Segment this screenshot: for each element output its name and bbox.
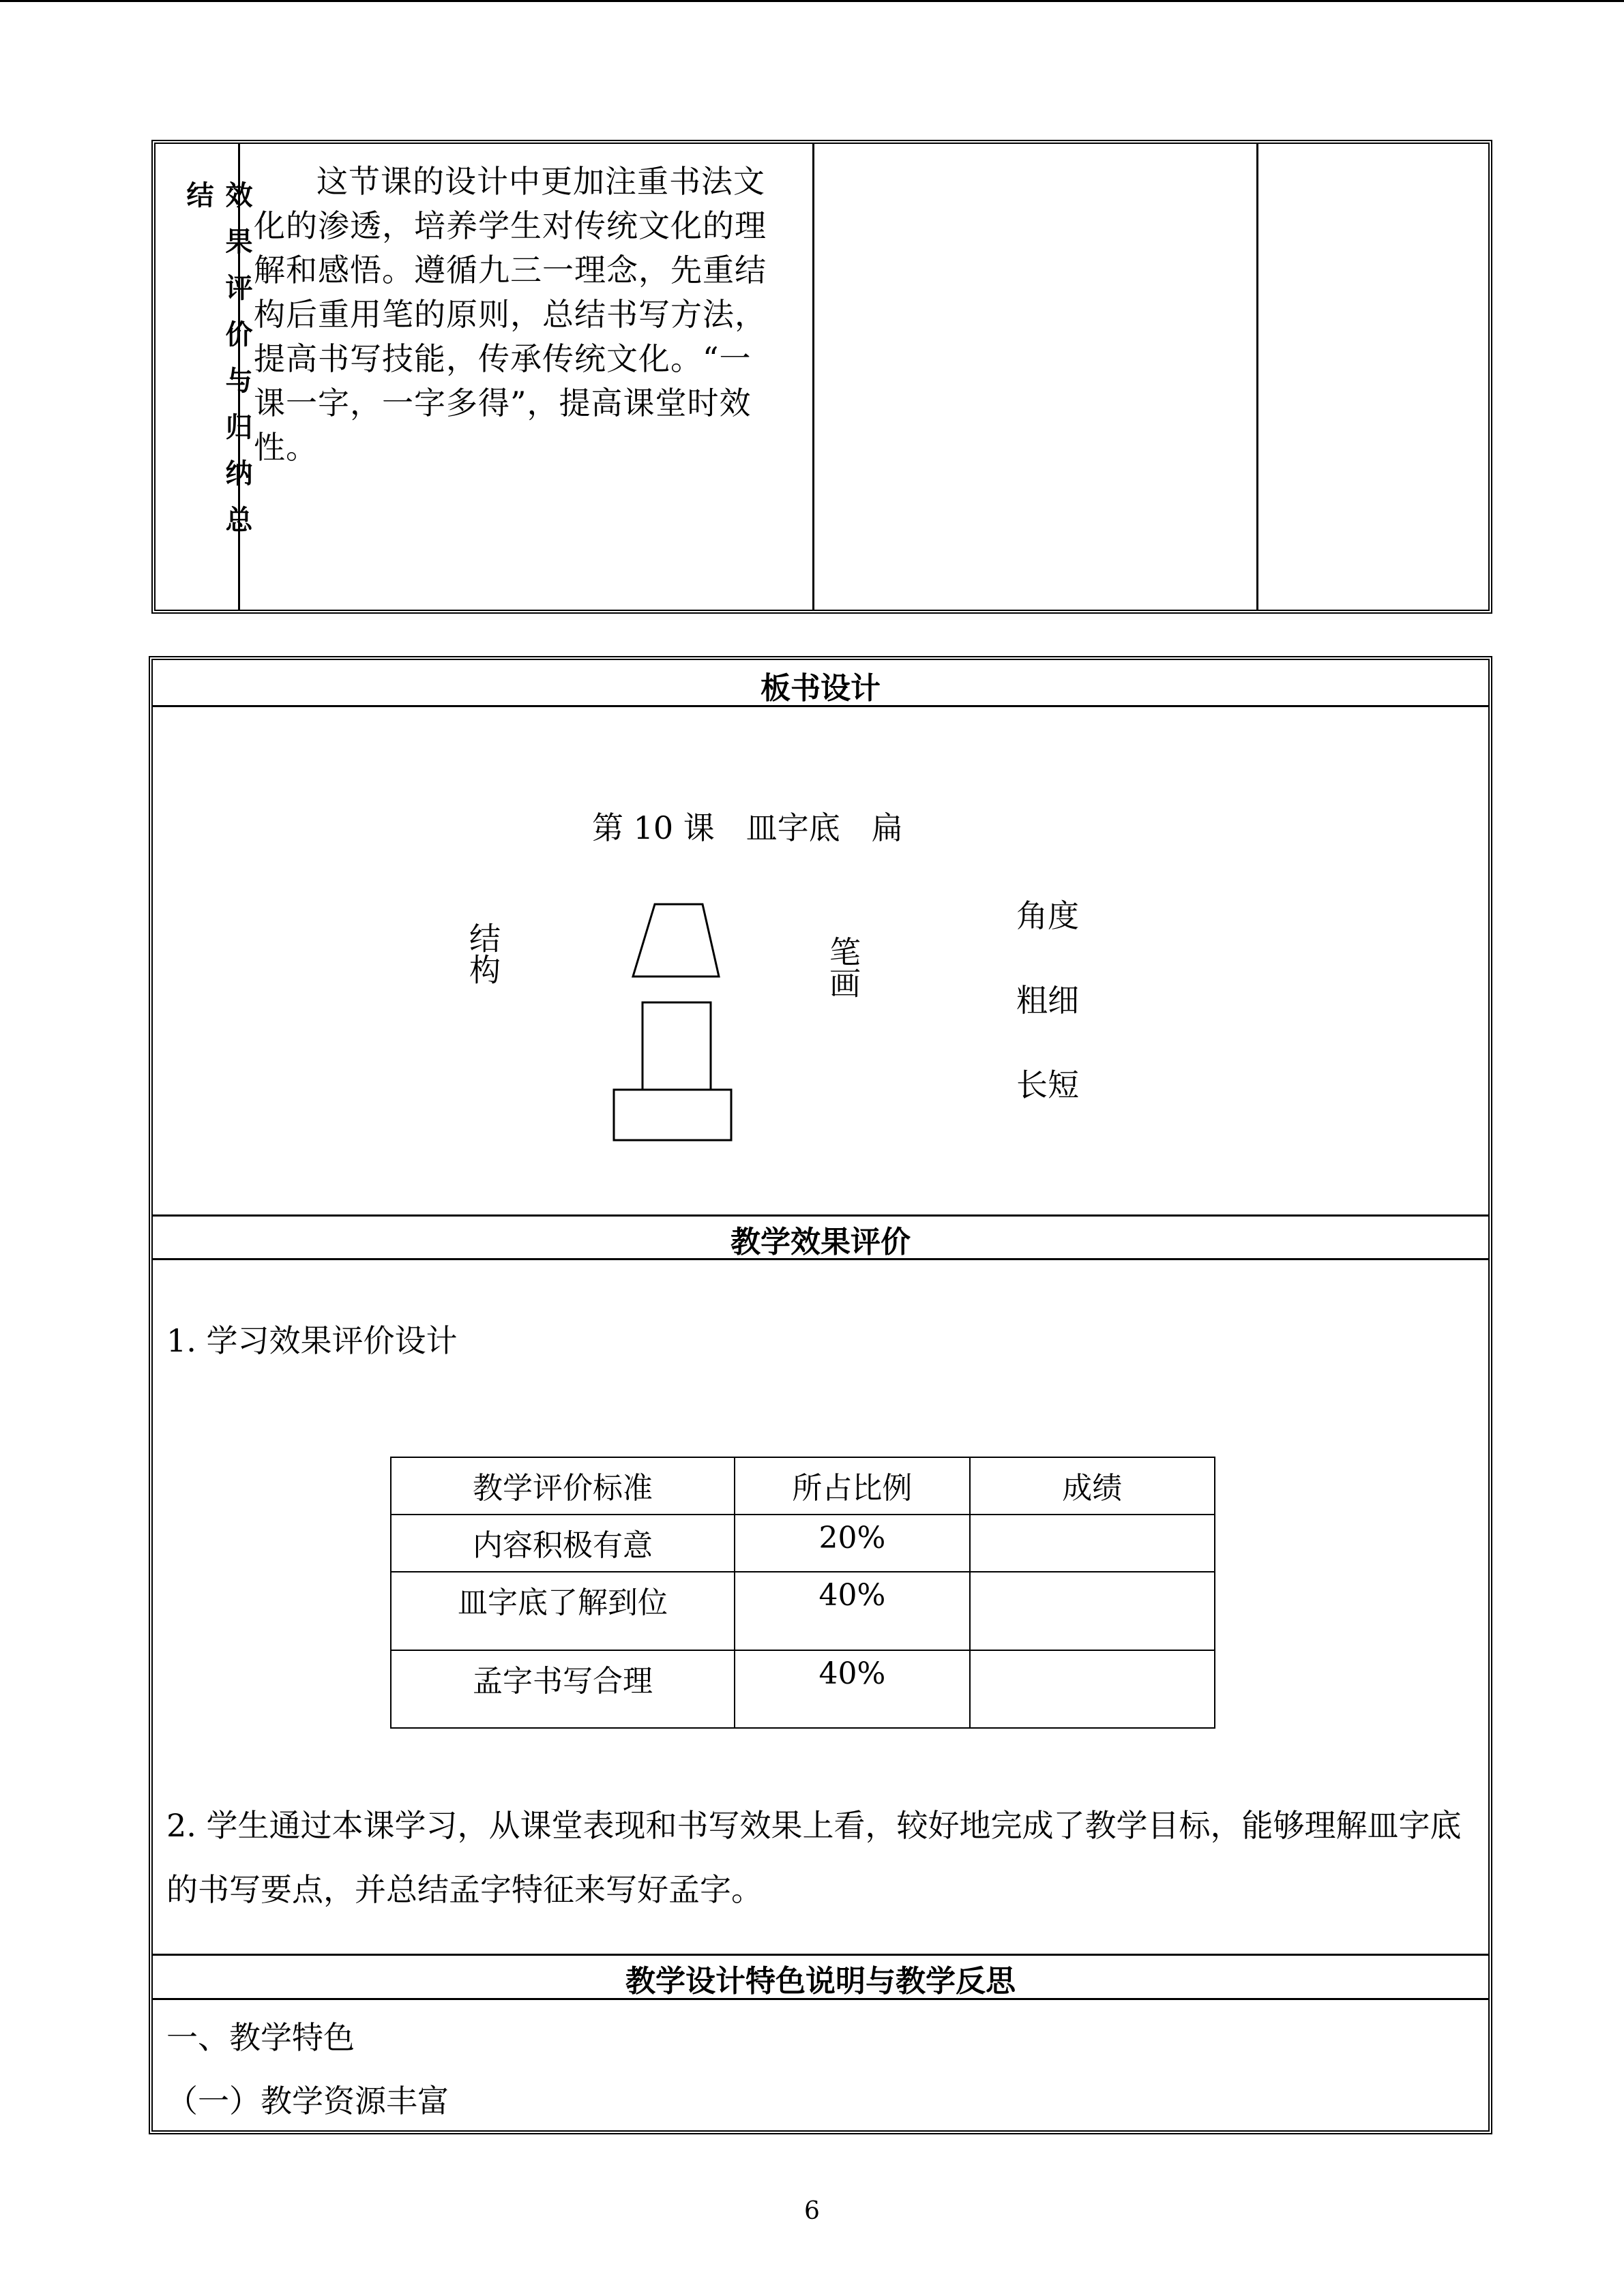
table-row xyxy=(391,1650,1215,1728)
table-header-score: 成绩 xyxy=(970,1457,1215,1515)
table-cell-criterion: 皿字底了解到位 xyxy=(391,1572,735,1650)
table-header-row xyxy=(391,1457,1215,1515)
table-row xyxy=(391,1515,1215,1572)
evaluation-header: 教学效果评价 xyxy=(730,1225,911,1259)
reflection-line-2: （一）教学资源丰富 xyxy=(166,2083,449,2119)
stroke-item-angle: 角度 xyxy=(1016,897,1079,934)
divider-evaluation-bottom xyxy=(153,1954,1488,1956)
middle-rect-shape xyxy=(643,1002,711,1090)
table-cell-criterion: 内容积极有意 xyxy=(391,1515,735,1572)
strokes-label: 笔画 xyxy=(825,936,861,998)
structure-label: 结构 xyxy=(464,922,501,985)
divider-board-header xyxy=(153,705,1488,707)
stroke-item-length: 长短 xyxy=(1016,1067,1079,1103)
reflection-line-1: 一、教学特色 xyxy=(166,2019,355,2056)
summary-label: 效果评价与归纳总结 xyxy=(182,181,252,552)
table-cell-ratio: 40% xyxy=(735,1572,970,1650)
page-number: 6 xyxy=(804,2197,820,2225)
divider-evaluation-header xyxy=(153,1258,1488,1260)
table-cell-score xyxy=(970,1572,1215,1650)
table-cell-score xyxy=(970,1515,1215,1572)
structure-diagram xyxy=(607,893,743,1146)
evaluation-item-1: 1. 学习效果评价设计 xyxy=(166,1322,458,1359)
lesson-title: 第 10 课 皿字底 扁 xyxy=(592,809,903,846)
divider-board-bottom xyxy=(153,1214,1488,1217)
table-cell-score xyxy=(970,1650,1215,1728)
table-header-ratio: 所占比例 xyxy=(735,1457,970,1515)
page-top-border xyxy=(0,0,1624,2)
table-cell-ratio: 20% xyxy=(735,1515,970,1572)
board-design-header: 板书设计 xyxy=(761,671,881,706)
table-header-criterion: 教学评价标准 xyxy=(391,1457,735,1515)
base-rect-shape xyxy=(614,1090,731,1140)
trapezoid-shape xyxy=(633,904,719,976)
summary-col-divider-2 xyxy=(812,143,814,610)
stroke-item-thickness: 粗细 xyxy=(1016,982,1079,1019)
evaluation-table xyxy=(390,1457,1215,1729)
divider-reflection-header xyxy=(153,1998,1488,2000)
table-cell-ratio: 40% xyxy=(735,1650,970,1728)
reflection-header: 教学设计特色说明与教学反思 xyxy=(625,1964,1016,1999)
table-cell-criterion: 孟字书写合理 xyxy=(391,1650,735,1728)
summary-col-divider-3 xyxy=(1256,143,1258,610)
table-row xyxy=(391,1572,1215,1650)
summary-text: 这节课的设计中更加注重书法文化的渗透，培养学生对传统文化的理解和感悟。遵循九三一理念，先重结构后重用笔的原则，总结书写方法，提高书写技能，传承传统文化。“一课一字，一字多得”，提高课堂时效性。 xyxy=(254,163,767,466)
evaluation-item-2: 2. 学生通过本课学习，从课堂表现和书写效果上看，较好地完成了教学目标，能够理解皿字底的书写要点，并总结孟字特征来写好孟字。 xyxy=(166,1807,1462,1908)
